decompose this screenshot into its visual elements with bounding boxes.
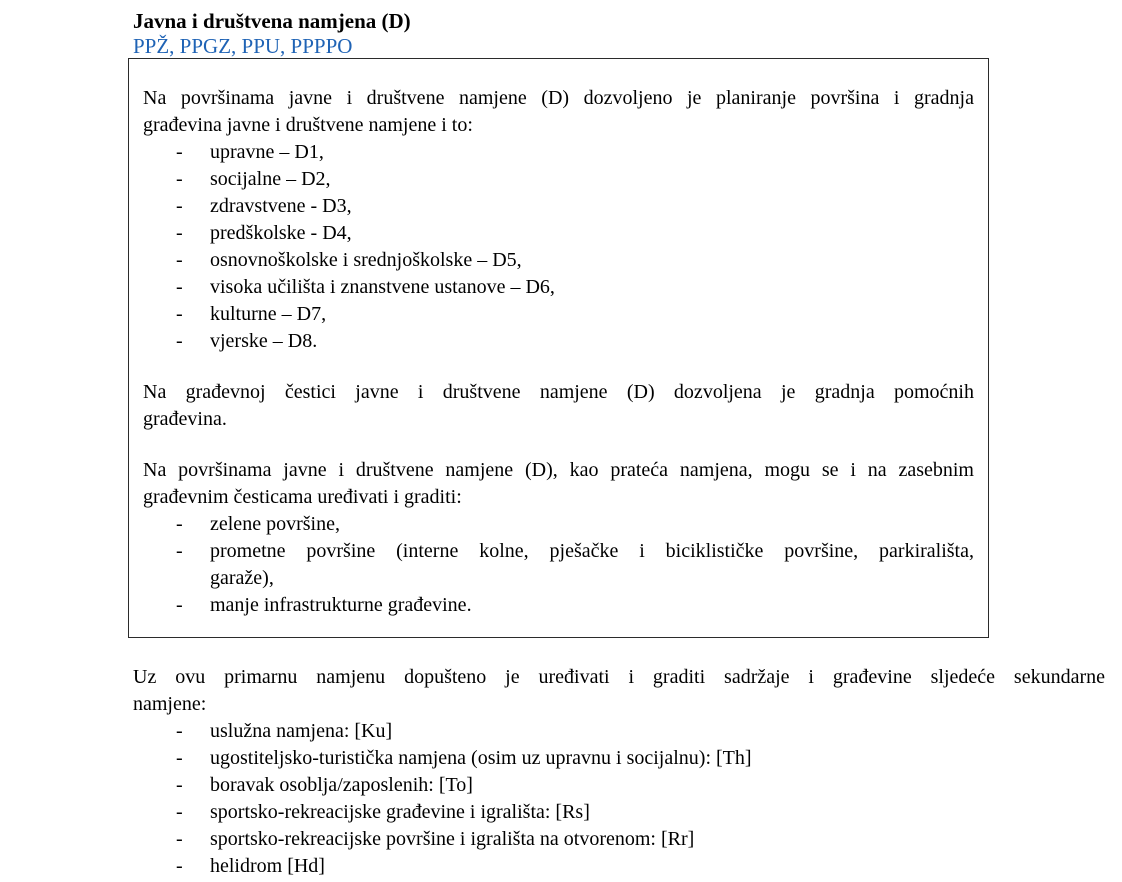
- text-line: Na površinama javne i društvene namjene (D) dozvoljeno je planiranje površina i gradnja: [143, 87, 974, 109]
- list-item-text: uslužna namjena: [Ku]: [210, 720, 393, 742]
- list-item: [176, 220, 974, 247]
- list-item: [176, 274, 974, 301]
- bullet-dash: -: [176, 720, 183, 742]
- list-item: [176, 139, 974, 166]
- text-line: građevina.: [143, 408, 227, 430]
- paragraph-auxiliary-buildings: [143, 379, 974, 433]
- list-item-text: visoka učilišta i znanstvene ustanove – D6,: [210, 276, 555, 298]
- list-item: [176, 511, 974, 538]
- accompanying-purpose-list: [143, 511, 974, 619]
- list-item: [176, 718, 1105, 745]
- list-item: [176, 772, 1105, 799]
- bullet-dash: -: [176, 540, 183, 562]
- secondary-purpose-list: [133, 718, 1105, 880]
- paragraph-accompanying-purpose: [143, 457, 974, 511]
- text-line: građevnim česticama uređivati i graditi:: [143, 486, 462, 508]
- list-item-text: predškolske - D4,: [210, 222, 352, 244]
- list-item: [176, 247, 974, 274]
- text-line: Uz ovu primarnu namjenu dopušteno je uređivati i graditi sadržaje i građevine sljedeće sekundarne: [133, 666, 1105, 688]
- bullet-dash: -: [176, 801, 183, 823]
- list-item-text: vjerske – D8.: [210, 330, 318, 352]
- list-item-text: kulturne – D7,: [210, 303, 327, 325]
- list-item-text: socijalne – D2,: [210, 168, 331, 190]
- bullet-dash: -: [176, 774, 183, 796]
- list-item-text: sportsko-rekreacijske građevine i igrališta: [Rs]: [210, 801, 590, 823]
- list-item-text: sportsko-rekreacijske površine i igrališta na otvorenom: [Rr]: [210, 828, 695, 850]
- list-item: [176, 799, 1105, 826]
- list-item-text: helidrom [Hd]: [210, 855, 325, 877]
- list-item-text: zdravstvene - D3,: [210, 195, 352, 217]
- list-item-text: boravak osoblja/zaposlenih: [To]: [210, 774, 473, 796]
- list-item: [176, 592, 974, 619]
- list-item: [176, 301, 974, 328]
- list-item: [176, 745, 1105, 772]
- secondary-purpose-section: [133, 664, 1105, 880]
- list-item: [176, 328, 974, 355]
- text-line: građevina javne i društvene namjene i to:: [143, 114, 473, 136]
- list-item-text: ugostiteljsko-turistička namjena (osim uz upravnu i socijalnu): [Th]: [210, 747, 752, 769]
- paragraph-intro: [143, 85, 974, 139]
- purpose-type-list: [143, 139, 974, 355]
- text-line: Na građevnoj čestici javne i društvene namjene (D) dozvoljena je gradnja pomoćnih: [143, 381, 974, 403]
- text-line: prometne površine (interne kolne, pješačke i biciklističke površine, parkirališta,: [210, 540, 974, 562]
- bullet-dash: -: [176, 513, 183, 535]
- bullet-dash: -: [176, 747, 183, 769]
- page-title: Javna i društvena namjena (D): [133, 9, 411, 33]
- list-item: [176, 853, 1105, 880]
- document-page: [0, 8, 1122, 882]
- bullet-dash: -: [176, 330, 183, 352]
- list-item: [176, 538, 974, 592]
- bullet-dash: -: [176, 141, 183, 163]
- bullet-dash: -: [176, 594, 183, 616]
- regulation-box: [128, 58, 989, 638]
- bullet-dash: -: [176, 276, 183, 298]
- bullet-dash: -: [176, 168, 183, 190]
- list-item-text: osnovnoškolske i srednjoškolske – D5,: [210, 249, 522, 271]
- list-item: [176, 193, 974, 220]
- list-item-text: manje infrastrukturne građevine.: [210, 594, 472, 616]
- bullet-dash: -: [176, 855, 183, 877]
- text-line: garaže),: [210, 567, 274, 589]
- bullet-dash: -: [176, 303, 183, 325]
- plan-links[interactable]: PPŽ, PPGZ, PPU, PPPPO: [133, 34, 353, 58]
- list-item-text: zelene površine,: [210, 513, 340, 535]
- list-item: [176, 826, 1105, 853]
- text-line: Na površinama javne i društvene namjene (D), kao prateća namjena, mogu se i na zasebnim: [143, 459, 974, 481]
- paragraph-secondary-purpose: [133, 664, 1105, 718]
- list-item-text: upravne – D1,: [210, 141, 324, 163]
- list-item: [176, 166, 974, 193]
- bullet-dash: -: [176, 249, 183, 271]
- text-line: namjene:: [133, 693, 207, 715]
- bullet-dash: -: [176, 222, 183, 244]
- bullet-dash: -: [176, 828, 183, 850]
- bullet-dash: -: [176, 195, 183, 217]
- list-item-text: [210, 538, 974, 592]
